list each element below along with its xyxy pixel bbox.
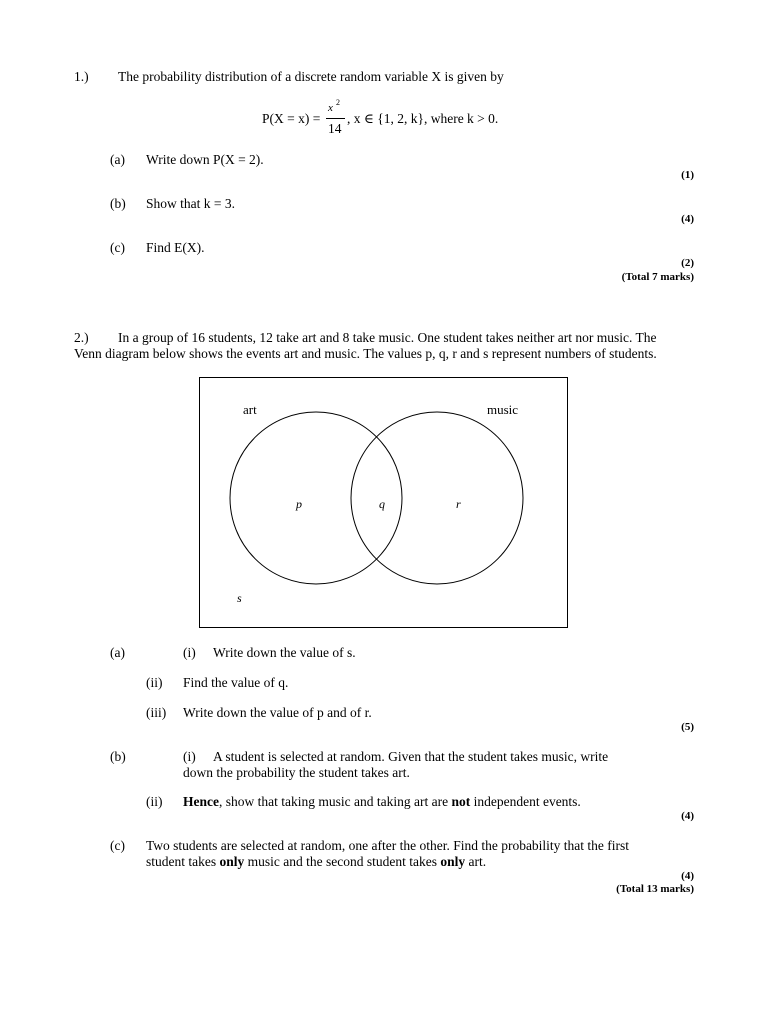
- q2a-i-text: Write down the value of s.: [213, 645, 356, 660]
- q2a-i-label: (i): [183, 645, 196, 660]
- q1c-marks: (2): [681, 257, 694, 269]
- q2a-ii-label: (ii): [146, 675, 163, 690]
- q2a-marks: (5): [681, 721, 694, 733]
- q2b-label: (b): [110, 749, 126, 764]
- q2b-ii-text-part2: independent events.: [470, 794, 581, 809]
- q2-intro-line1: In a group of 16 students, 12 take art and 8 take music. One student takes neither art nor music. The: [118, 330, 657, 345]
- q2b-i-label: (i): [183, 749, 196, 764]
- q2a-iii-label: (iii): [146, 705, 167, 720]
- q1a-text: Write down P(X = 2).: [146, 152, 264, 167]
- venn-label-music: music: [487, 402, 519, 417]
- venn-region-q: q: [379, 497, 385, 511]
- q2a-label: (a): [110, 645, 125, 660]
- q1c-text: Find E(X).: [146, 240, 205, 255]
- q1-total: (Total 7 marks): [621, 271, 694, 283]
- q2b-i-text-line1: A student is selected at random. Given that the student takes music, write: [213, 749, 609, 764]
- q2a-iii-text: Write down the value of p and of r.: [183, 705, 372, 720]
- q1-number: 1.): [74, 69, 89, 84]
- q1a-label: (a): [110, 152, 125, 167]
- q2c-line1: Two students are selected at random, one after the other. Find the probability that the first: [146, 838, 630, 853]
- q2-number: 2.): [74, 330, 89, 345]
- q2b-ii-bold-hence: Hence: [183, 794, 219, 809]
- q2-total: (Total 13 marks): [616, 883, 694, 895]
- q2c-line2: [146, 854, 486, 870]
- q1b-label: (b): [110, 196, 126, 211]
- q2c-bold-only-1: only: [219, 854, 245, 869]
- q2a-ii-text: Find the value of q.: [183, 675, 289, 690]
- q2c-marks: (4): [681, 870, 694, 882]
- formula-numerator: x: [328, 102, 333, 114]
- q2b-ii-text-part1: , show that taking music and taking art are: [219, 794, 452, 809]
- venn-region-r: r: [456, 497, 461, 511]
- q1-intro: The probability distribution of a discrete random variable X is given by: [118, 69, 504, 84]
- q1a-marks: (1): [681, 169, 694, 181]
- formula-denominator: 14: [328, 121, 342, 136]
- q2c-line2-part-b: music and the second student takes: [244, 854, 441, 869]
- venn-label-art: art: [243, 402, 257, 417]
- q2c-line2-part-c: art.: [465, 854, 487, 869]
- q2b-ii-text: [183, 794, 581, 810]
- venn-diagram: [199, 377, 568, 628]
- q1b-marks: (4): [681, 213, 694, 225]
- q2c-line2-part-a: student takes: [146, 854, 220, 869]
- q2c-bold-only-2: only: [440, 854, 466, 869]
- q2b-ii-bold-not: not: [451, 794, 471, 809]
- q2b-i-text-line2: down the probability the student takes art.: [183, 765, 410, 780]
- q2c-label: (c): [110, 838, 125, 853]
- formula-rhs: , x ∈ {1, 2, k}, where k > 0.: [347, 111, 499, 126]
- formula-lhs: P(X = x) =: [262, 111, 321, 126]
- venn-region-p: p: [296, 497, 302, 511]
- q2-intro-line2: Venn diagram below shows the events art and music. The values p, q, r and s represent numbers of students.: [74, 346, 657, 361]
- venn-region-s: s: [237, 591, 242, 605]
- q2b-marks: (4): [681, 810, 694, 822]
- q2b-ii-label: (ii): [146, 794, 163, 809]
- q1c-label: (c): [110, 240, 125, 255]
- formula-exponent: 2: [336, 98, 340, 107]
- q1b-text: Show that k = 3.: [146, 196, 235, 211]
- fraction-bar: [326, 118, 345, 119]
